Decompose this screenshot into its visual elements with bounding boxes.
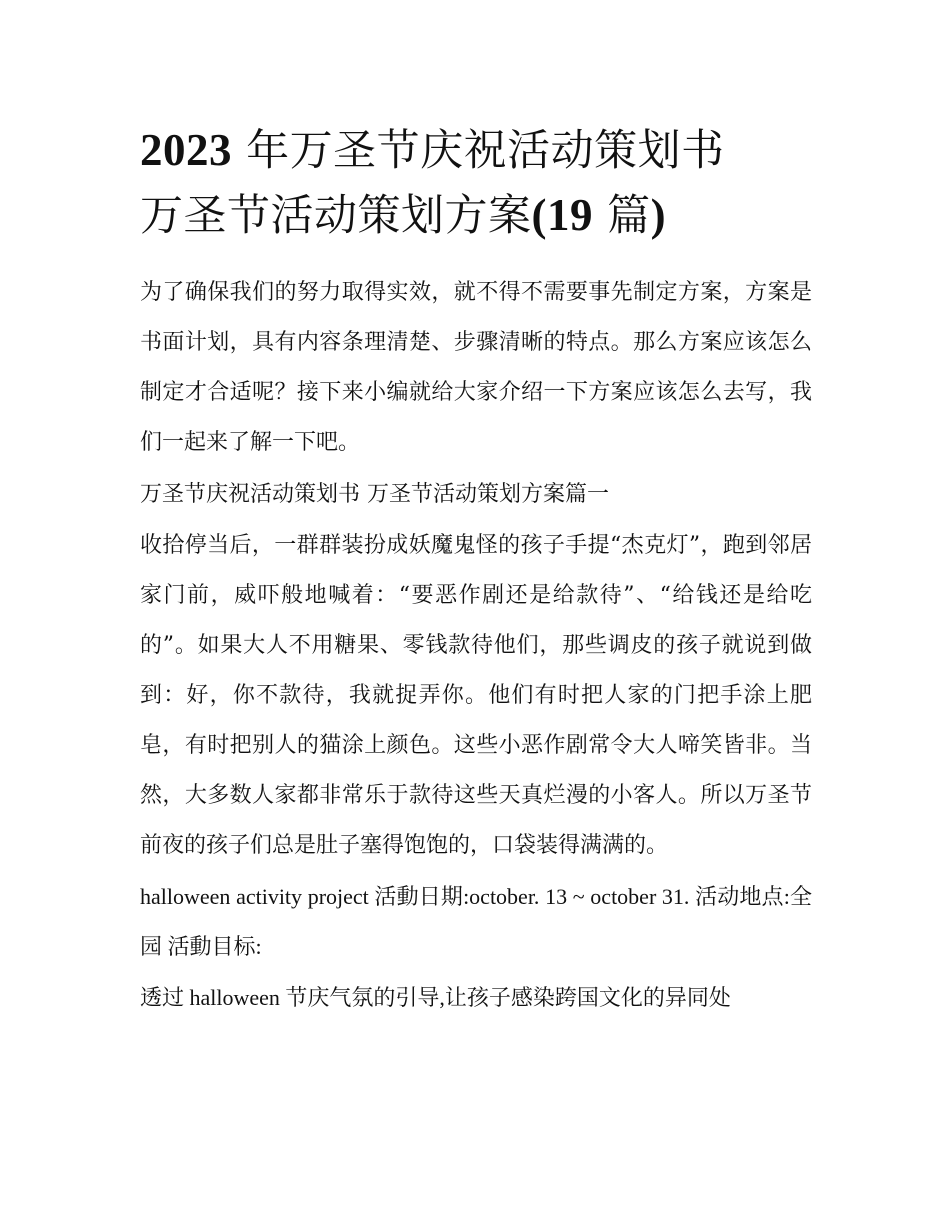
section-1-body: 收拾停当后，一群群装扮成妖魔鬼怪的孩子手提“杰克灯”，跑到邻居家门前，威吓般地喊着：“要恶作剧还是给款待”、“给钱还是给吃的”。如果大人不用糖果、零钱款待他们，那些调皮的孩子就说到做到：好，你不款待，我就捉弄你。他们有时把人家的门把手涂上肥皂，有时把别人的猫涂上颜色。这些小恶作剧常令大人啼笑皆非。当然，大多数人家都非常乐于款待这些天真烂漫的小客人。所以万圣节前夜的孩子们总是肚子塞得饱饱的，口袋装得满满的。 — [140, 533, 812, 858]
title-close-paren: ) — [650, 190, 667, 240]
intro-paragraph: 为了确保我们的努力取得实效，就不得不需要事先制定方案，方案是书面计划，具有内容条理清楚、步骤清晰的特点。那么方案应该怎么制定才合适呢？接下来小编就给大家介绍一下方案应该怎么去写，我们一起来了解一下吧。 — [140, 280, 812, 455]
document-title — [140, 118, 812, 248]
title-line-1 — [140, 118, 812, 183]
section-1-heading: 万圣节庆祝活动策划书 万圣节活动策划方案篇一 — [140, 482, 609, 507]
title-count-unit: 篇 — [607, 191, 651, 241]
activity-info: halloween activity project 活動日期:october. 13 ~ october 31. 活动地点:全园 活動目标: — [140, 884, 812, 959]
title-line-1-text: 年万圣节庆祝活动策划书 — [246, 126, 725, 176]
document-page — [140, 118, 812, 1024]
title-line-2 — [140, 183, 812, 248]
title-line-2-text: 万圣节活动策划方案 — [140, 191, 532, 241]
activity-goal: 透过 halloween 节庆气氛的引导,让孩子感染跨国文化的异同处 — [140, 985, 731, 1010]
title-year: 2023 — [140, 125, 232, 175]
title-count: (19 — [531, 190, 593, 240]
